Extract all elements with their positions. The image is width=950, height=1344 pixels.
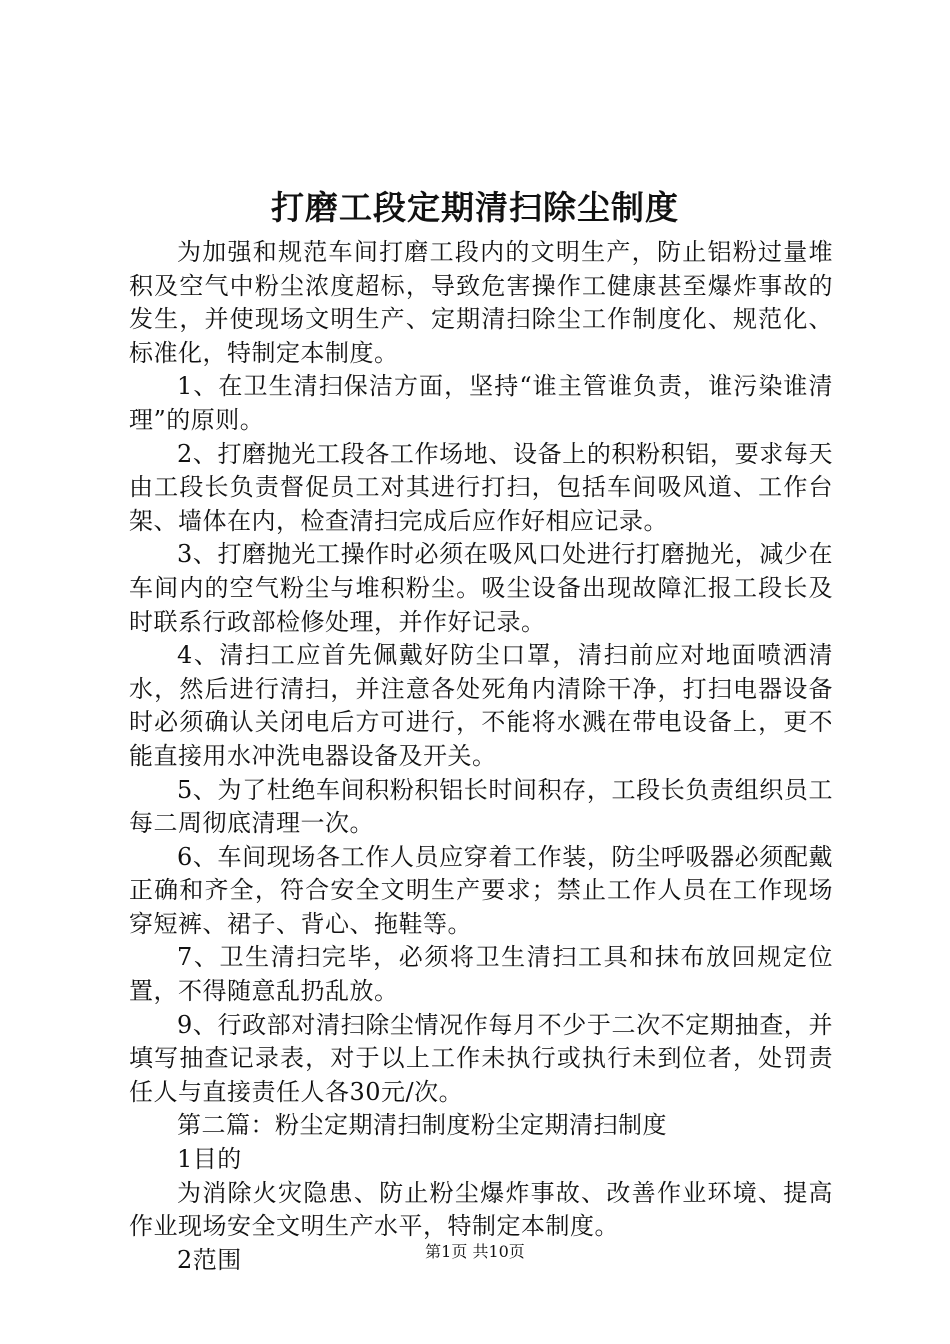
purpose-heading: 1目的	[177, 1145, 242, 1174]
document-body	[129, 236, 833, 1277]
rule-3-paragraph: 3、打磨抛光工操作时必须在吸风口处进行打磨抛光，减少在车间内的空气粉尘与堆积粉尘。吸尘设备出现故障汇报工段长及时联系行政部检修处理，并作好记录。	[129, 540, 833, 636]
document-title: 打磨工段定期清扫除尘制度	[271, 188, 679, 227]
rule-2-paragraph: 2、打磨抛光工段各工作场地、设备上的积粉积铝，要求每天由工段长负责督促员工对其进行打扫，包括车间吸风道、工作台架、墙体在内，检查清扫完成后应作好相应记录。	[129, 439, 833, 535]
purpose-paragraph: 为消除火灾隐患、防止粉尘爆炸事故、改善作业环境、提高作业现场安全文明生产水平，特制定本制度。	[129, 1178, 833, 1241]
rule-5-paragraph: 5、为了杜绝车间积粉积铝长时间积存，工段长负责组织员工每二周彻底清理一次。	[129, 775, 833, 838]
rule-7-paragraph: 7、卫生清扫完毕，必须将卫生清扫工具和抹布放回规定位置，不得随意乱扔乱放。	[129, 943, 833, 1006]
page-number-footer: 第1页 共10页	[425, 1242, 525, 1261]
scope-heading: 2范围	[177, 1245, 242, 1274]
intro-paragraph: 为加强和规范车间打磨工段内的文明生产，防止铝粉过量堆积及空气中粉尘浓度超标，导致危害操作工健康甚至爆炸事故的发生，并使现场文明生产、定期清扫除尘工作制度化、规范化、标准化，特制定本制度。	[129, 238, 833, 367]
rule-9-paragraph: 9、行政部对清扫除尘情况作每月不少于二次不定期抽查，并填写抽查记录表，对于以上工作未执行或执行未到位者，处罚责任人与直接责任人各30元/次。	[129, 1010, 833, 1106]
rule-6-paragraph: 6、车间现场各工作人员应穿着工作装，防尘呼吸器必须配戴正确和齐全，符合安全文明生产要求；禁止工作人员在工作现场穿短裤、裙子、背心、拖鞋等。	[129, 842, 833, 938]
rule-4-paragraph: 4、清扫工应首先佩戴好防尘口罩，清扫前应对地面喷洒清水，然后进行清扫，并注意各处死角内清除干净，打扫电器设备时必须确认关闭电后方可进行，不能将水溅在带电设备上，更不能直接用水冲洗电器设备及开关。	[129, 641, 833, 770]
second-part-heading: 第二篇：粉尘定期清扫制度粉尘定期清扫制度	[177, 1111, 667, 1140]
rule-1-paragraph: 1、在卫生清扫保洁方面，坚持“谁主管谁负责，谁污染谁清理”的原则。	[129, 372, 833, 434]
